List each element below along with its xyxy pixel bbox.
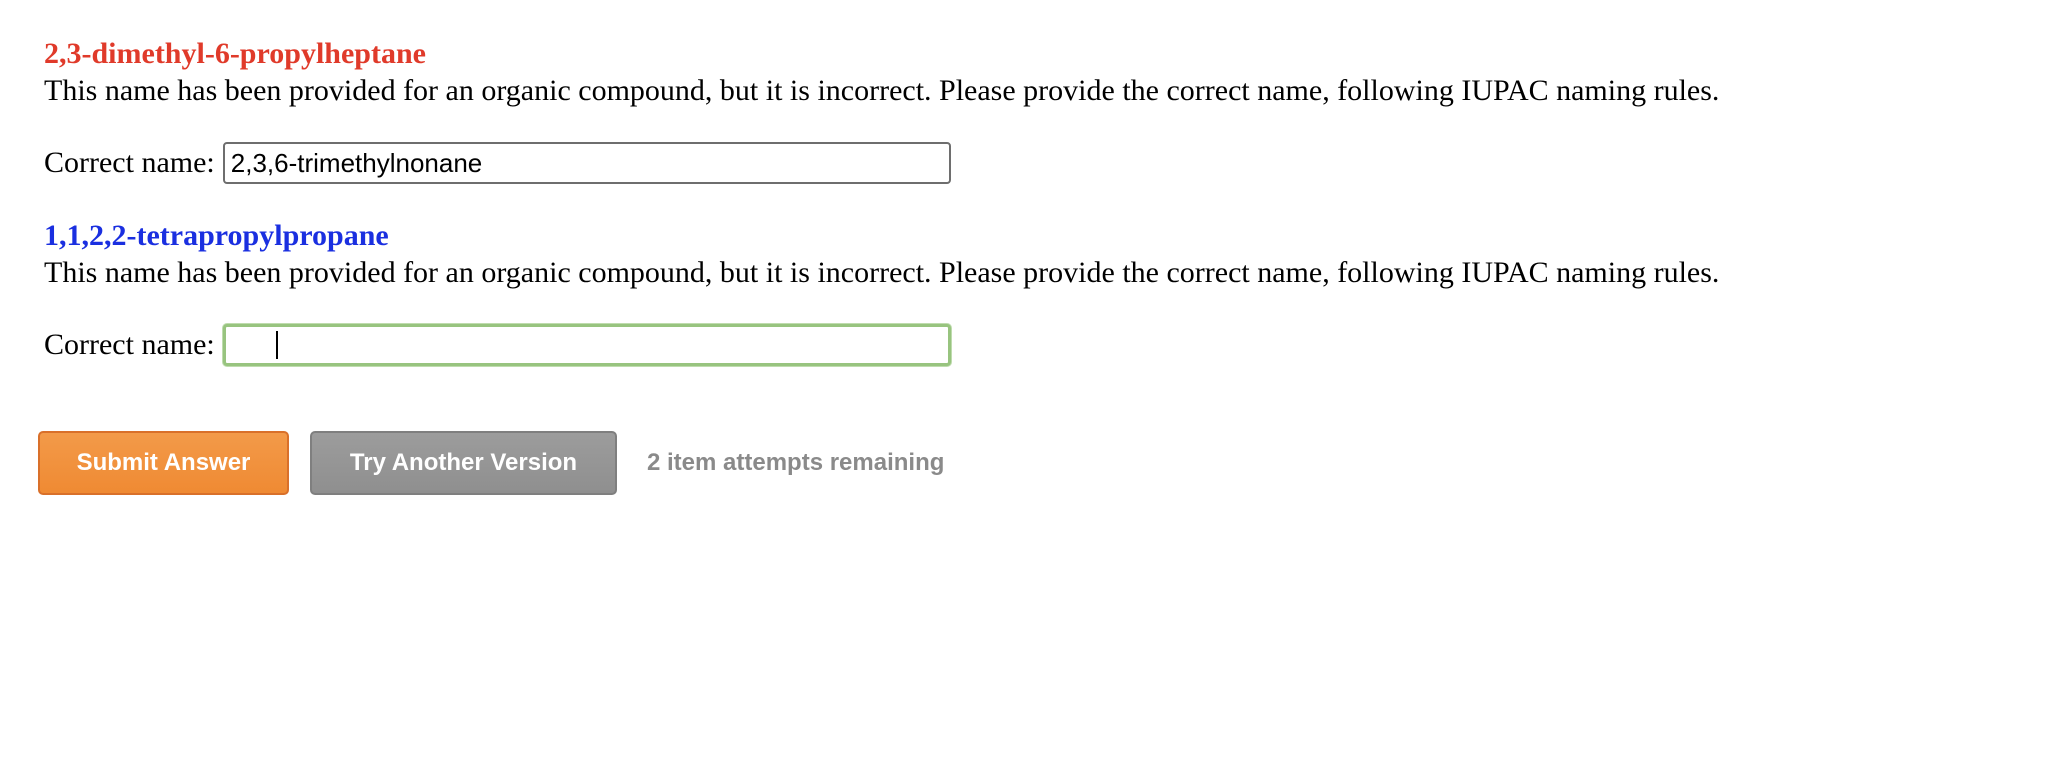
question-2 — [44, 218, 1944, 366]
question-2-title: 1,1,2,2-tetrapropylpropane — [44, 219, 389, 252]
attempts-remaining-text: 2 item attempts remaining — [647, 449, 945, 476]
action-bar — [38, 431, 944, 495]
question-1-answer-row — [44, 142, 1944, 184]
question-2-answer-input[interactable] — [223, 324, 951, 366]
question-2-answer-label: Correct name: — [44, 328, 215, 361]
question-2-prompt: This name has been provided for an organic compound, but it is incorrect. Please provide the correct name, following IUPAC naming rules. — [44, 256, 1720, 289]
question-1-answer-label: Correct name: — [44, 146, 215, 179]
question-2-answer-row — [44, 324, 1944, 366]
submit-answer-button[interactable]: Submit Answer — [38, 431, 289, 495]
question-1-answer-input[interactable] — [223, 142, 951, 184]
question-1 — [44, 36, 1944, 184]
question-1-prompt: This name has been provided for an organic compound, but it is incorrect. Please provide the correct name, following IUPAC naming rules. — [44, 74, 1720, 107]
try-another-version-button[interactable]: Try Another Version — [310, 431, 617, 495]
question-1-title: 2,3-dimethyl-6-propylheptane — [44, 37, 426, 70]
text-caret — [276, 331, 278, 359]
